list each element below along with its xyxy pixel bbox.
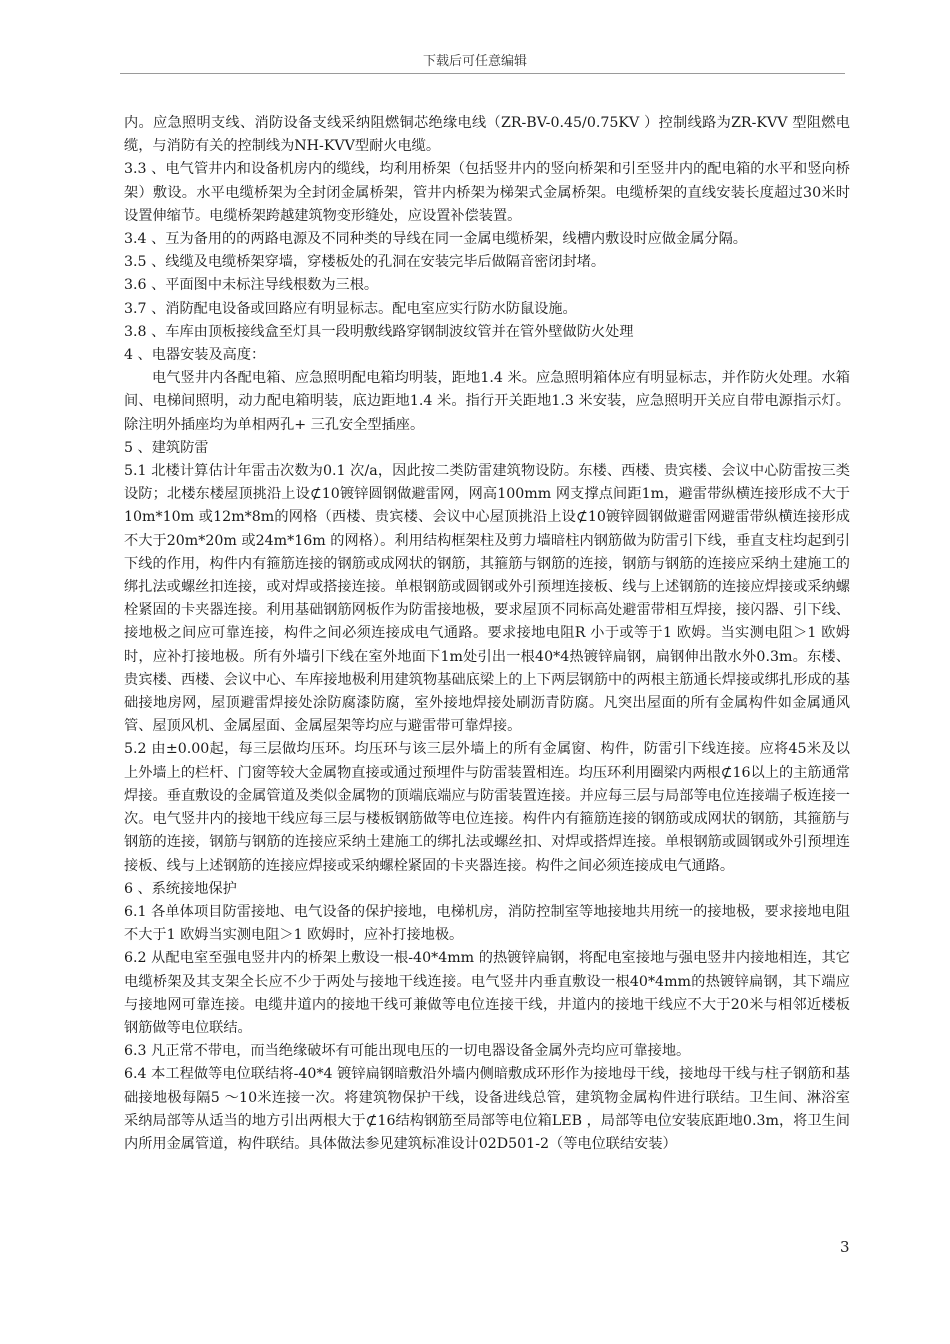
paragraph: 6.3 凡正常不带电，而当绝缘破坏有可能出现电压的一切电器设备金属外壳均应可靠接地。 bbox=[124, 1043, 691, 1060]
paragraph: 5.2 由±0.00起，每三层做均压环。均压环与该三层外墙上的所有金属窗、构件，防雷引下线连接。应将45米及以上外墙上的栏杆、门窗等较大金属物直接或通过预埋件与防雷装置相连。均压环利用圈梁内两根⊄16以上的主筋通常焊接。垂直敷设的金属管道及类似金属物的顶端底端应与防雷装置连接。并应每三层与局部等电位连接端子板连接一次。电气竖井内的接地干线应每三层与楼板钢筋做等电位连接。构件内有箍筋连接的钢筋或成网状的钢筋，其箍筋与钢筋的连接，钢筋与钢筋的连接应采纳土建施工的绑扎法或螺丝扣、对焊或搭焊连接。单根钢筋或圆钢或外引预埋连接板、线与上述钢筋的连接应焊接或采纳螺栓紧固的卡夹器连接。构件之间必须连接成电气通路。 bbox=[124, 741, 850, 874]
paragraph: 6.1 各单体项目防雷接地、电气设备的保护接地，电梯机房，消防控制室等地接地共用统一的接地极，要求接地电阻不大于1 欧姆当实测电阻＞1 欧姆时，应补打接地极。 bbox=[124, 903, 850, 944]
section-heading: 6 、系统接地保护 bbox=[124, 880, 237, 897]
paragraph: 5.1 北楼计算估计年雷击次数为0.1 次/a，因此按二类防雷建筑物设防。东楼、西楼、贵宾楼、会议中心防雷按三类设防；北楼东楼屋顶挑沿上设⊄10镀锌圆钢做避雷网，网高100mm 网支撑点间距1m，避雷带纵横连接形成不大于10m*10m 或12m*8m的网格（西楼、贵宾楼、会议中心屋顶挑沿上设⊄10镀锌圆钢做避雷网避雷带纵横连接形成不大于20m*20m 或24m*16m 的网格）。利用结构框架柱及剪力墙暗柱内钢筋做为防雷引下线，垂直支柱均起到引下线的作用，构件内有箍筋连接的钢筋或成网状的钢筋，其箍筋与钢筋的连接，钢筋与钢筋的连接应采纳土建施工的绑扎法或螺丝扣连接，或对焊或搭接连接。单根钢筋或圆钢或外引预埋连接板、线与上述钢筋的连接应焊接或采纳螺栓紧固的卡夹器连接。利用基础钢筋网板作为防雷接地极，要求屋顶不同标高处避雷带相互焊接，接闪器、引下线、接地极之间应可靠连接，构件之间必须连接成电气通路。要求接地电阻R 小于或等于1 欧姆。当实测电阻＞1 欧姆时，应补打接地极。所有外墙引下线在室外地面下1m处引出一根40*4热镀锌扁钢，扁钢伸出散水外0.3m。东楼、贵宾楼、西楼、会议中心、车库接地极利用建筑物基础底梁上的上下两层钢筋中的两根主筋通长焊接或绑扎形成的基础接地房网，屋顶避雷焊接处涂防腐漆防腐，室外接地焊接处刷沥青防腐。凡突出屋面的所有金属构件如金属通风管、屋顶风机、金属屋面、金属屋架等均应与避雷带可靠焊接。 bbox=[124, 463, 850, 735]
page-number: 3 bbox=[840, 1238, 850, 1256]
paragraph: 3.5 、线缆及电缆桥架穿墙，穿楼板处的孔洞在安装完毕后做隔音密闭封堵。 bbox=[124, 254, 606, 271]
paragraph: 3.3 、电气管井内和设备机房内的缆线，均利用桥架（包括竖井内的竖向桥架和引至竖井内的配电箱的水平和竖向桥架）敷设。水平电缆桥架为全封闭金属桥架，管井内桥架为梯架式金属桥架。电缆桥架的直线安装长度超过30米时设置伸缩节。电缆桥架跨越建筑物变形缝处，应设置补偿装置。 bbox=[124, 161, 850, 224]
paragraph: 3.6 、平面图中未标注导线根数为三根。 bbox=[124, 277, 379, 294]
paragraph: 3.4 、互为备用的的两路电源及不同种类的导线在同一金属电缆桥架，线槽内敷设时应做金属分隔。 bbox=[124, 231, 747, 248]
header-divider bbox=[120, 73, 845, 74]
paragraph: 3.8 、车库由顶板接线盒至灯具一段明敷线路穿钢制波纹管并在管外壁做防火处理 bbox=[124, 323, 634, 340]
paragraph: 电气竖井内各配电箱、应急照明配电箱均明装，距地1.4 米。应急照明箱体应有明显标志，并作防火处理。水箱间、电梯间照明，动力配电箱明装，底边距地1.4 米。指行开关距地1.3 米安装，应急照明开关应自带电源指示灯。除注明外插座均为单相两孔+ 三孔安全型插座。 bbox=[124, 370, 850, 433]
paragraph: 内。应急照明支线、消防设备支线采纳阻燃铜芯绝缘电线（ZR-BV-0.45/0.75KV ）控制线路为ZR-KVV 型阻燃电缆，与消防有关的控制线为NH-KVV型耐火电缆。 bbox=[124, 115, 850, 155]
section-heading: 5 、建筑防雷 bbox=[124, 439, 209, 456]
body-text bbox=[124, 112, 850, 1156]
section-heading: 4 、电器安装及高度： bbox=[124, 347, 266, 364]
paragraph: 6.2 从配电室至强电竖井内的桥架上敷设一根-40*4mm 的热镀锌扁钢，将配电室接地与强电竖井内接地相连，其它电缆桥架及其支架全长应不少于两处与接地干线连接。电气竖井内垂直敷设一根40*4mm的热镀锌扁钢，其下端应与接地网可靠连接。电缆井道内的接地干线可兼做等电位连接干线，井道内的接地干线应不大于20米与相邻近楼板钢筋做等电位联结。 bbox=[124, 950, 850, 1036]
paragraph: 3.7 、消防配电设备或回路应有明显标志。配电室应实行防水防鼠设施。 bbox=[124, 300, 577, 317]
paragraph: 6.4 本工程做等电位联结将-40*4 镀锌扁钢暗敷沿外墙内侧暗敷成环形作为接地母干线，接地母干线与柱子钢筋和基础接地极每隔5 ～10米连接一次。将建筑物保护干线，设备进线总管，建筑物金属构件进行联结。卫生间、淋浴室采纳局部等从适当的地方引出两根大于⊄16结构钢筋至局部等电位箱LEB ，局部等电位安装底距地0.3m，将卫生间内所用金属管道，构件联结。具体做法参见建筑标准设计02D501-2（等电位联结安装） bbox=[124, 1066, 850, 1152]
page-header: 下载后可任意编辑 bbox=[422, 54, 527, 69]
